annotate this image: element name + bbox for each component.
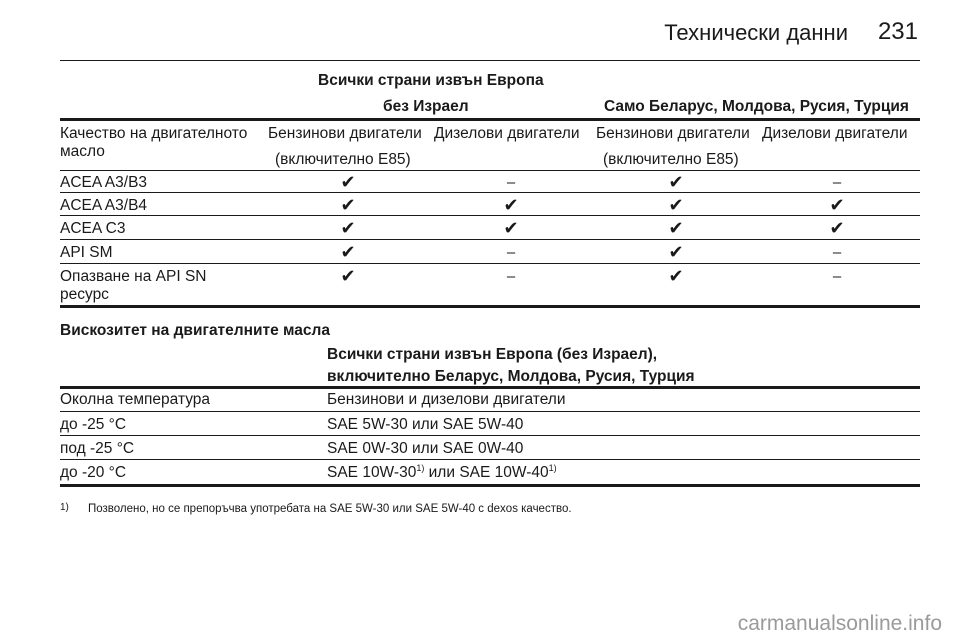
row-divider — [60, 411, 920, 412]
col-header-petrol-2: Бензинови двигатели — [596, 125, 750, 142]
col-header-diesel-2: Дизелови двигатели — [762, 125, 908, 142]
row-divider — [60, 170, 920, 171]
oil-grade-cell: SAE 0W-30 или SAE 0W-40 — [327, 440, 524, 457]
section-title: Технически данни — [664, 20, 848, 45]
row-divider — [60, 263, 920, 264]
viscosity-header-line2: включително Беларус, Молдова, Русия, Турция — [327, 368, 695, 385]
footnote-ref: 1) — [416, 462, 425, 473]
table-row-label: ACEA A3/B4 — [60, 197, 148, 214]
check-icon: ✔ — [668, 266, 684, 286]
table-top-rule — [60, 118, 920, 121]
check-icon: ✔ — [503, 195, 519, 215]
col-note-e85: (включително E85) — [275, 151, 411, 168]
row-divider — [60, 459, 920, 460]
col-header-temperature: Околна температура — [60, 391, 211, 408]
dash-mark: – — [832, 244, 842, 261]
oil-grade-a: SAE 10W-30 — [327, 464, 417, 481]
footnote-marker: 1) — [60, 502, 69, 513]
check-icon: ✔ — [668, 195, 684, 215]
col-header-engines: Бензинови и дизелови двигатели — [327, 391, 566, 408]
viscosity-header-line1: Всички страни извън Европа (без Израел), — [327, 346, 658, 363]
oil-grade-b: или SAE 10W-40 — [424, 464, 549, 481]
row-header-line1: Качество на двигателното — [60, 125, 248, 142]
check-icon: ✔ — [668, 218, 684, 238]
table-row-label-cont: ресурс — [60, 286, 109, 303]
dash-mark: – — [506, 244, 516, 261]
check-icon: ✔ — [668, 242, 684, 262]
check-icon: ✔ — [829, 195, 845, 215]
page-number: 231 — [877, 18, 918, 45]
dash-mark: – — [506, 268, 516, 285]
viscosity-title: Вискозитет на двигателните масла — [60, 322, 330, 339]
check-icon: ✔ — [503, 218, 519, 238]
table-bottom-rule — [60, 305, 920, 308]
group-header-all-countries: Всички страни извън Европа — [318, 72, 544, 89]
row-divider — [60, 239, 920, 240]
viscosity-top-rule — [60, 386, 920, 389]
oil-grade-cell — [327, 464, 557, 482]
table-row-label: ACEA A3/B3 — [60, 174, 148, 191]
group-header-without-israel: без Израел — [383, 98, 469, 115]
col-note-e85-2: (включително E85) — [603, 151, 739, 168]
viscosity-bottom-rule — [60, 484, 920, 487]
dash-mark: – — [832, 174, 842, 191]
table-row-label: ACEA C3 — [60, 220, 126, 237]
header-divider — [60, 60, 920, 61]
footnote-ref: 1) — [548, 462, 557, 473]
temperature-cell: под -25 °C — [60, 440, 135, 457]
col-header-diesel: Дизелови двигатели — [434, 125, 580, 142]
check-icon: ✔ — [340, 218, 356, 238]
row-header-line2: масло — [60, 143, 105, 160]
dash-mark: – — [832, 268, 842, 285]
check-icon: ✔ — [668, 172, 684, 192]
check-icon: ✔ — [340, 195, 356, 215]
footnote-text: Позволено, но се препоръчва употребата на SAE 5W-30 или SAE 5W-40 с dexos качество. — [88, 503, 572, 515]
check-icon: ✔ — [829, 218, 845, 238]
oil-grade-cell: SAE 5W-30 или SAE 5W-40 — [327, 416, 524, 433]
row-divider — [60, 192, 920, 193]
watermark: carmanualsonline.info — [737, 612, 942, 635]
table-row-label: API SM — [60, 244, 113, 261]
check-icon: ✔ — [340, 266, 356, 286]
group-header-belarus: Само Беларус, Молдова, Русия, Турция — [604, 98, 909, 115]
row-divider — [60, 435, 920, 436]
check-icon: ✔ — [340, 242, 356, 262]
temperature-cell: до -20 °C — [60, 464, 127, 481]
check-icon: ✔ — [340, 172, 356, 192]
row-divider — [60, 215, 920, 216]
temperature-cell: до -25 °C — [60, 416, 127, 433]
dash-mark: – — [506, 174, 516, 191]
col-header-petrol: Бензинови двигатели — [268, 125, 422, 142]
table-row-label: Опазване на API SN — [60, 268, 207, 285]
